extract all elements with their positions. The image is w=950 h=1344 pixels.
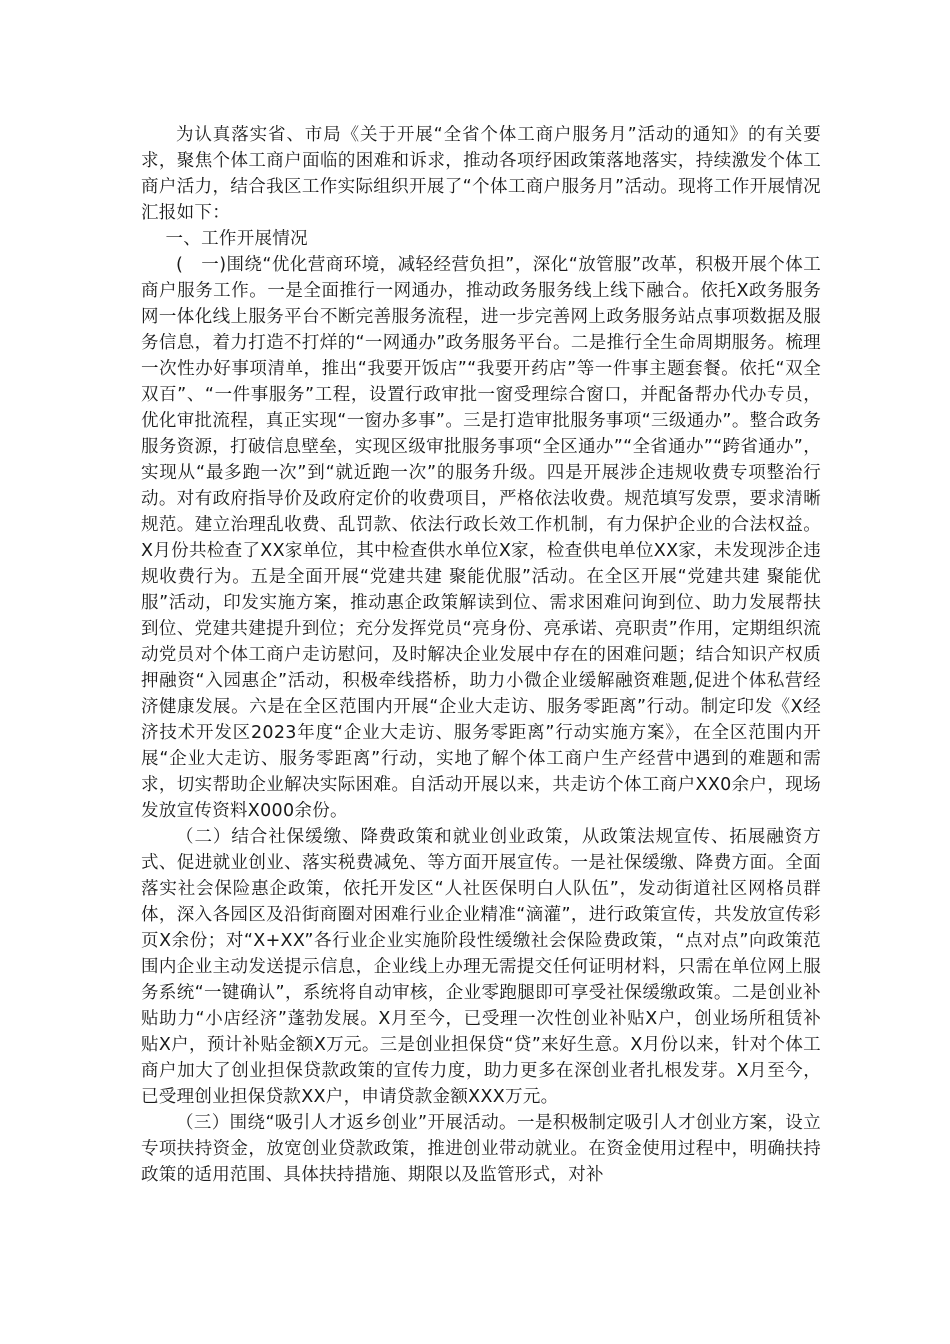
document-body xyxy=(141,122,821,1188)
paragraph-social-security-policy: （二）结合社保缓缴、降费政策和就业创业政策，从政策法规宣传、拓展融资方式、促进就业创业、落实税费减免、等方面开展宣传。一是社保缓缴、降费方面。全面落实社会保险惠企政策，依托开发区“人社医保明白人队伍”，发动街道社区网格员群体，深入各园区及沿街商圈对困难行业企业精准“滴灌”，进行政策宣传，共发放宣传彩页X余份；对“X+XX”各行业企业实施阶段性缓缴社会保险费政策，“点对点”向政策范围内企业主动发送提示信息，企业线上办理无需提交任何证明材料，只需在单位网上服务系统“一键确认”，系统将自动审核，企业零跑腿即可享受社保缓缴政策。二是创业补贴助力“小店经济”蓬勃发展。X月至今，已受理一次性创业补贴X户，创业场所租赁补贴X户，预计补贴金额X万元。三是创业担保贷“贷”来好生意。X月份以来，针对个体工商户加大了创业担保贷款政策的宣传力度，助力更多在深创业者扎根发芽。X月至今，已受理创业担保贷款XX户，申请贷款金额XXX万元。 xyxy=(141,827,821,1107)
section-heading-work-status: 一、工作开展情况 xyxy=(165,229,308,249)
intro-paragraph: 为认真落实省、市局《关于开展“全省个体工商户服务月”活动的通知》的有关要求，聚焦个体工商户面临的困难和诉求，推动各项纾困政策落地落实，持续激发个体工商户活力，结合我区工作实际组织开展了“个体工商户服务月”活动。现将工作开展情况汇报如下： xyxy=(141,125,821,223)
paragraph-business-environment: ( 一)围绕“优化营商环境，减轻经营负担”，深化“放管服”改革，积极开展个体工商户服务工作。一是全面推行一网通办，推动政务服务线上线下融合。依托X政务服务网一体化线上服务平台不断完善服务流程，进一步完善网上政务服务站点事项数据及服务信息，着力打造不打烊的“一网通办”政务服务平台。二是推行全生命周期服务。梳理一次性办好事项清单，推出“我要开饭店”“我要开药店”等一件事主题套餐。依托“双全双百”、“一件事服务”工程，设置行政审批一窗受理综合窗口，并配备帮办代办专员，优化审批流程，真正实现“一窗办多事”。三是打造审批服务事项“三级通办”。整合政务服务资源，打破信息壁垒，实现区级审批服务事项“全区通办”“全省通办”“跨省通办”，实现从“最多跑一次”到“就近跑一次”的服务升级。四是开展涉企违规收费专项整治行动。对有政府指导价及政府定价的收费项目，严格依法收费。规范填写发票，要求清晰规范。建立治理乱收费、乱罚款、依法行政长效工作机制，有力保护企业的合法权益。X月份共检查了XX家单位，其中检查供水单位X家，检查供电单位XX家，未发现涉企违规收费行为。五是全面开展“党建共建 聚能优服”活动。在全区开展“党建共建 聚能优服”活动，印发实施方案，推动惠企政策解读到位、需求困难问询到位、助力发展帮扶到位、党建共建提升到位；充分发挥党员“亮身份、亮承诺、亮职责”作用，定期组织流动党员对个体工商户走访慰问，及时解决企业发展中存在的困难问题；结合知识产权质押融资“入园惠企”活动，积极牵线搭桥，助力小微企业缓解融资难题,促进个体私营经济健康发展。六是在全区范围内开展“企业大走访、服务零距离”行动。制定印发《X经济技术开发区2023年度“企业大走访、服务零距离”行动实施方案》，在全区范围内开展“企业大走访、服务零距离”行动，实地了解个体工商户生产经营中遇到的难题和需求，切实帮助企业解决实际困难。自活动开展以来，共走访个体工商户XX0余户，现场发放宣传资料X000余份。 xyxy=(141,255,821,821)
paragraph-talent-return: （三）围绕“吸引人才返乡创业”开展活动。一是积极制定吸引人才创业方案，设立专项扶持资金，放宽创业贷款政策，推进创业带动就业。在资金使用过程中，明确扶持政策的适用范围、具体扶持措施、期限以及监管形式，对补 xyxy=(141,1113,821,1185)
